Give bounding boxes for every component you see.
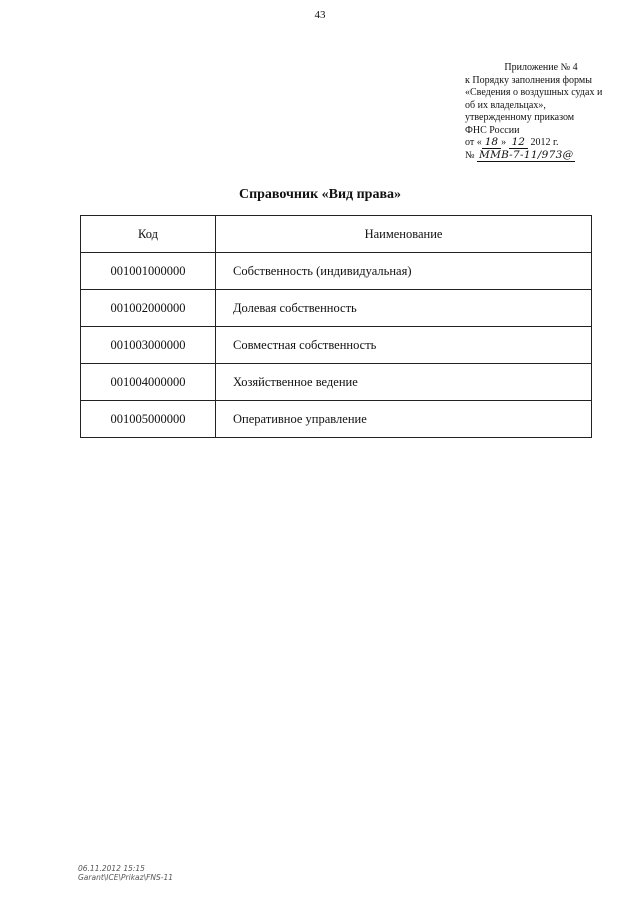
- header-name: Наименование: [216, 216, 592, 253]
- handwritten-day: 18: [482, 137, 501, 149]
- row-code: 001002000000: [81, 290, 216, 327]
- table-row: [81, 364, 592, 401]
- table-row: [81, 327, 592, 364]
- row-name: Совместная собственность: [216, 327, 592, 364]
- row-name: Оперативное управление: [216, 401, 592, 438]
- row-code: 001001000000: [81, 253, 216, 290]
- handwritten-month: 12: [509, 137, 528, 149]
- page-number: 43: [314, 9, 326, 21]
- footer-timestamp: 06.11.2012 15:15: [78, 864, 145, 873]
- appendix-line-5: утвержденному приказом: [465, 112, 575, 123]
- date-year: 2012 г.: [530, 137, 559, 148]
- appendix-line-2: к Порядку заполнения формы: [465, 74, 592, 86]
- appendix-number-line: [465, 150, 635, 163]
- row-name: Долевая собственность: [216, 290, 592, 327]
- header-code: Код: [81, 216, 216, 253]
- table-row: [81, 401, 592, 438]
- row-code: 001005000000: [81, 401, 216, 438]
- appendix-block: [465, 62, 635, 162]
- row-code: 001004000000: [81, 364, 216, 401]
- date-prefix: от «: [465, 137, 482, 148]
- print-footer: [78, 864, 173, 882]
- row-name: Хозяйственное ведение: [216, 364, 592, 401]
- table-row: [81, 253, 592, 290]
- number-prefix: №: [465, 149, 475, 161]
- appendix-line-1: Приложение № 4: [504, 62, 578, 73]
- handwritten-order-number: ММВ-7-11/973@: [479, 148, 574, 161]
- footer-path: Garant\ICE\Prikaz\FNS-11: [78, 873, 174, 882]
- appendix-line-3: «Сведения о воздушных судах и: [465, 87, 603, 98]
- date-separator: »: [501, 137, 507, 148]
- appendix-line-4: об их владельцах»,: [465, 99, 546, 111]
- reference-table: [80, 215, 592, 438]
- table-row: [81, 290, 592, 327]
- table-header-row: [81, 216, 592, 253]
- appendix-line-6: ФНС России: [465, 124, 520, 136]
- row-name: Собственность (индивидуальная): [216, 253, 592, 290]
- document-title: Справочник «Вид права»: [238, 187, 402, 202]
- row-code: 001003000000: [81, 327, 216, 364]
- appendix-date-line: [465, 137, 635, 150]
